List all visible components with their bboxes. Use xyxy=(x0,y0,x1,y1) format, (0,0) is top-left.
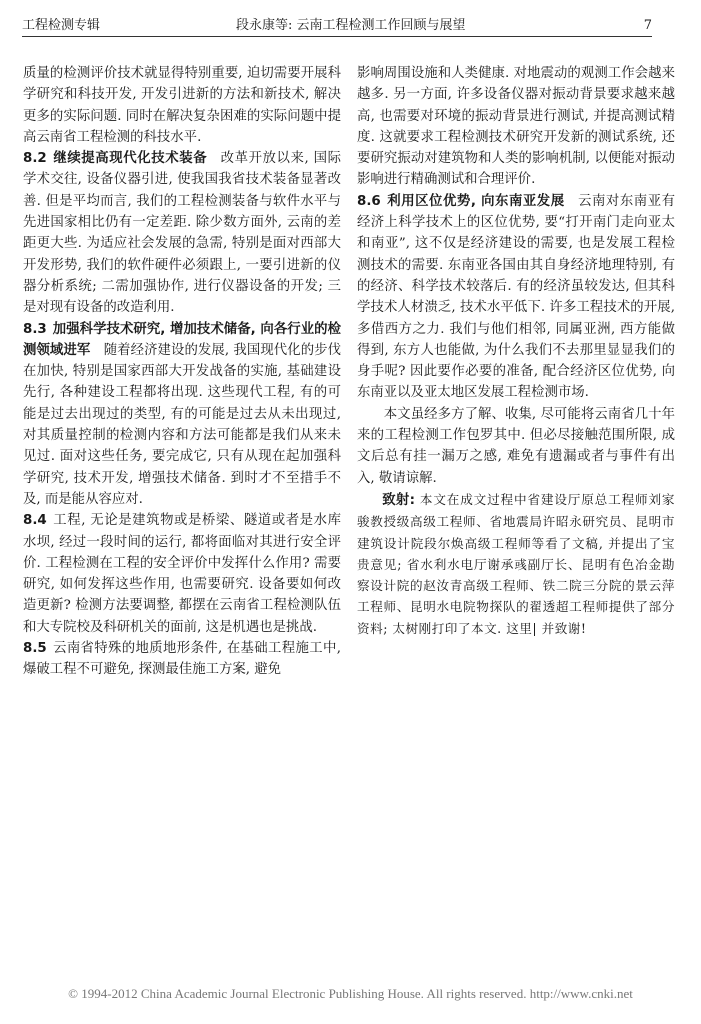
running-header xyxy=(22,16,652,37)
section-title: 继续提高现代化技术装备 xyxy=(52,151,208,167)
section-8-5 xyxy=(23,638,341,681)
section-body: 云南省特殊的地质地形条件, 在基础工程施工中, 爆破工程不可避免, 探测最佳施工方案, 避免 xyxy=(23,641,341,678)
paragraph-continuation: 质量的检测评价技术就显得特别重要, 迫切需要开展科学研究和科技开发, 开发引进新的方法和新技术, 解决更多的实际问题. 同时在解决复杂困难的实际问题中提高云南省工程检测的科技水平. xyxy=(23,66,341,145)
section-number: 8.6 xyxy=(357,193,381,209)
section-number: 8.3 xyxy=(23,321,47,337)
copyright-footer: © 1994-2012 China Academic Journal Electronic Publishing House. All rights reserved. http://www.cnki.net xyxy=(68,986,633,1001)
section-title: 利用区位优势, 向东南亚发展 xyxy=(386,193,565,209)
section-body: 工程, 无论是建筑物或是桥梁、隧道或者是水库水坝, 经过一段时间的运行, 都将面临对其进行安全评价. 工程检测在工程的安全评价中发挥什么作用? 需要研究, 如何发挥这些作用, 也需要研究. 设备要如何改造更新? 检测方法要调整, 都摆在云南省工程检测队伍和大专院校及科研机关的面前, 这是机遇也是挑战. xyxy=(23,513,341,635)
journal-name: 工程检测专辑 xyxy=(22,18,101,33)
section-8-6 xyxy=(357,191,675,404)
section-number: 8.4 xyxy=(23,513,47,529)
section-number: 8.5 xyxy=(23,641,47,657)
acknowledgement xyxy=(357,489,675,639)
section-body: 随着经济建设的发展, 我国现代化的步伐在加快, 特别是国家西部大开发战备的实施, 基础建设先行, 各种建设工程都将出现. 这些现代工程, 有的可能是过去出现过的类型, 有的可能是过去从未出现过, 对其质量控制的检测内容和方法可能都是我们从来未见过. 面对这些任务, 要完成它, 只有从现在起加强科学研究, 技术开发, 增强技术储备. 到时才不至措手不及, 而是能从容应对. xyxy=(23,342,341,507)
section-body: 云南对东南亚有经济上科学技术上的区位优势, 要“打开南门走向亚太和南亚”, 这不仅是经济建设的需要, 也是发展工程检测技术的需要. 东南亚各国由其自身经济地理特别, 有的经济、科学技术较落后. 有的经济虽较发达, 但其科学技术人材溃乏, 技术水平低下. 许多工程技术的开展, 多借西方之力. 我们与他们相邻, 同属亚洲, 西方能做得到, 东方人也能做, 为什么我们不去那里显显我们的身手呢? 因此要作必要的准备, 配合经济区位优势, 向东南亚以及亚太地区发展工程检测市场. xyxy=(357,193,676,401)
section-8-3 xyxy=(23,319,341,511)
left-column xyxy=(23,63,341,681)
acknowledgement-text: 本文在成文过程中省建设厅原总工程师刘家骏教授级高级工程师、省地震局许昭永研究员、昆明市建筑设计院段尔焕高级工程师等看了文稿, 并提出了宝贵意见; 省水利水电厅谢承彧副厅长、昆明有色冶金勘察设计院的赵汝青高级工程师、铁二院三分院的景云萍工程师、昆明水电院物探队的翟透超工程师提供了部分资料; 太树刚打印了本文. 这里| 并致谢! xyxy=(357,491,675,636)
paragraph-continuation: 影响周围设施和人类健康. 对地震动的观测工作会越来越多. 另一方面, 许多设备仪器对振动背景要求越来越高, 也需要对环境的振动背景进行测试, 并提高测试精度. 这就要求工程检测技术研究开发新的测试系统, 还要研究振动对建筑物和人类的影响机制, 以便能对振动影响进行精确测试和合理评价. xyxy=(357,66,675,188)
section-8-2 xyxy=(23,148,341,318)
closing-paragraph: 本文虽经多方了解、收集, 尽可能将云南省几十年来的工程检测工作包罗其中. 但必尽接触范围所限, 成文后总有挂一漏万之感, 难免有遗漏或者与事件有出入, 敬请谅解. xyxy=(357,406,675,486)
page-number: 7 xyxy=(643,18,652,33)
section-title: 加强科学技术研究, 增加技术储备, 向各行业的检测领域进军 xyxy=(23,321,341,358)
section-8-4 xyxy=(23,510,341,638)
acknowledgement-label: 致射: xyxy=(382,492,416,508)
right-column xyxy=(357,63,675,639)
section-body: 改革开放以来, 国际学术交往, 设备仪器引进, 使我国我省技术装备显著改善. 但是平均而言, 我们的工程检测装备与软件水平与先进国家相比仍有一定差距. 除少数方面外, 云南的差距更大些. 为适应社会发展的急需, 特别是面对西部大开发形势, 我们的软件硬件必须跟上, 一要引进新的仪器分析系统; 二需加强协作, 进行仪器设备的开发; 三是对现有设备的改造利用. xyxy=(23,151,342,316)
section-number: 8.2 xyxy=(23,151,47,167)
running-title: 段永康等: 云南工程检测工作回顾与展望 xyxy=(236,18,466,33)
